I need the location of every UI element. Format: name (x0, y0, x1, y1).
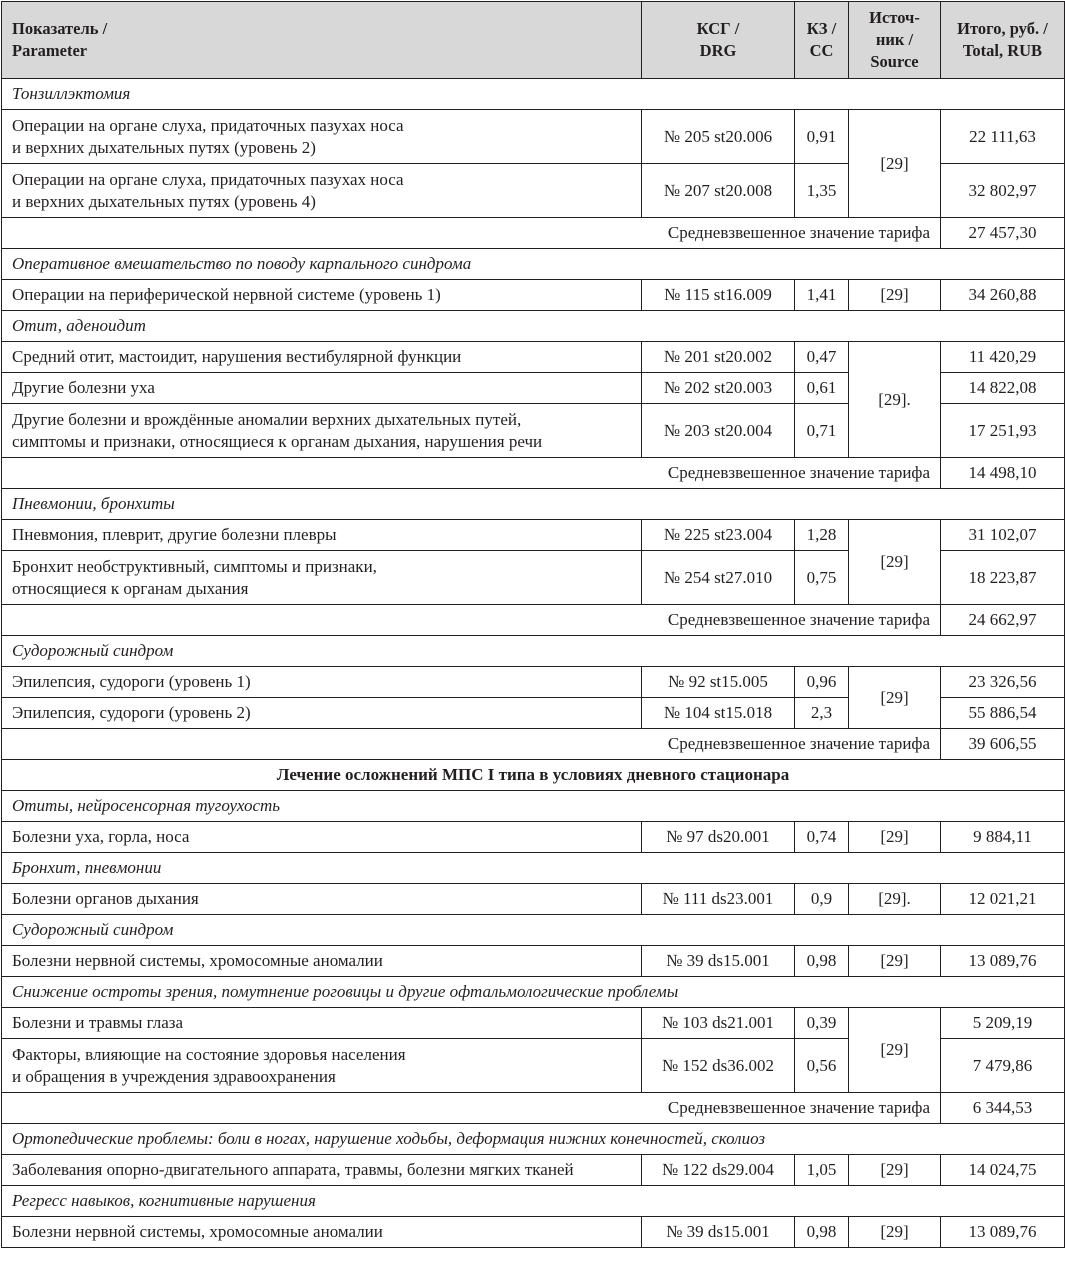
category-label: Судорожный синдром (2, 636, 1065, 667)
row-name: Болезни нервной системы, хромосомные аномалии (2, 946, 642, 977)
category-label: Бронхит, пневмонии (2, 853, 1065, 884)
row-cc: 1,05 (795, 1155, 849, 1186)
row-total: 17 251,93 (941, 404, 1065, 458)
row-source: [29] (849, 280, 941, 311)
row-total: 14 822,08 (941, 373, 1065, 404)
header-cc: КЗ / CC (795, 2, 849, 79)
row-source: [29] (849, 1008, 941, 1093)
table-row (2, 667, 1065, 698)
average-row (2, 458, 1065, 489)
row-cc: 1,41 (795, 280, 849, 311)
category-label: Регресс навыков, когнитивные нарушения (2, 1186, 1065, 1217)
table-row (2, 1155, 1065, 1186)
average-total: 27 457,30 (941, 218, 1065, 249)
row-drg: № 225 st23.004 (642, 520, 795, 551)
row-name: Другие болезни уха (2, 373, 642, 404)
header-total: Итого, руб. / Total, RUB (941, 2, 1065, 79)
table-row (2, 1008, 1065, 1039)
row-cc: 1,35 (795, 164, 849, 218)
row-drg: № 115 st16.009 (642, 280, 795, 311)
category-row (2, 489, 1065, 520)
row-total: 22 111,63 (941, 110, 1065, 164)
category-row (2, 636, 1065, 667)
row-source: [29] (849, 110, 941, 218)
row-drg: № 205 st20.006 (642, 110, 795, 164)
average-label: Средневзвешенное значение тарифа (2, 218, 941, 249)
row-total: 14 024,75 (941, 1155, 1065, 1186)
row-name: Другие болезни и врождённые аномалии верхних дыхательных путей, симптомы и признаки, относящиеся к органам дыхания, нарушения речи (2, 404, 642, 458)
row-source: [29] (849, 822, 941, 853)
row-total: 12 021,21 (941, 884, 1065, 915)
row-name: Эпилепсия, судороги (уровень 1) (2, 667, 642, 698)
table-row (2, 342, 1065, 373)
row-cc: 0,61 (795, 373, 849, 404)
row-name: Операции на периферической нервной системе (уровень 1) (2, 280, 642, 311)
row-cc: 0,47 (795, 342, 849, 373)
row-total: 23 326,56 (941, 667, 1065, 698)
row-name: Факторы, влияющие на состояние здоровья населения и обращения в учреждения здравоохранения (2, 1039, 642, 1093)
row-cc: 0,9 (795, 884, 849, 915)
table-row (2, 280, 1065, 311)
header-indicator: Показатель / Parameter (2, 2, 642, 79)
row-cc: 0,74 (795, 822, 849, 853)
row-source: [29] (849, 1217, 941, 1248)
average-total: 6 344,53 (941, 1093, 1065, 1124)
category-label: Отиты, нейросенсорная тугоухость (2, 791, 1065, 822)
category-row (2, 791, 1065, 822)
average-label: Средневзвешенное значение тарифа (2, 729, 941, 760)
table-row (2, 1217, 1065, 1248)
row-total: 5 209,19 (941, 1008, 1065, 1039)
row-drg: № 152 ds36.002 (642, 1039, 795, 1093)
section-row (2, 760, 1065, 791)
row-drg: № 39 ds15.001 (642, 1217, 795, 1248)
tariff-table (1, 1, 1065, 1248)
category-label: Отит, аденоидит (2, 311, 1065, 342)
row-drg: № 104 st15.018 (642, 698, 795, 729)
row-cc: 0,98 (795, 946, 849, 977)
row-drg: № 201 st20.002 (642, 342, 795, 373)
row-drg: № 103 ds21.001 (642, 1008, 795, 1039)
row-total: 18 223,87 (941, 551, 1065, 605)
category-label: Оперативное вмешательство по поводу карпального синдрома (2, 249, 1065, 280)
row-total: 13 089,76 (941, 1217, 1065, 1248)
category-row (2, 249, 1065, 280)
row-total: 55 886,54 (941, 698, 1065, 729)
row-total: 31 102,07 (941, 520, 1065, 551)
category-label: Снижение остроты зрения, помутнение роговицы и другие офтальмологические проблемы (2, 977, 1065, 1008)
category-row (2, 1186, 1065, 1217)
section-title: Лечение осложнений МПС I типа в условиях дневного стационара (2, 760, 1065, 791)
table-row (2, 946, 1065, 977)
row-name: Болезни и травмы глаза (2, 1008, 642, 1039)
row-source: [29] (849, 520, 941, 605)
row-name: Бронхит необструктивный, симптомы и признаки, относящиеся к органам дыхания (2, 551, 642, 605)
header-drg: КСГ / DRG (642, 2, 795, 79)
row-cc: 0,56 (795, 1039, 849, 1093)
row-total: 7 479,86 (941, 1039, 1065, 1093)
row-total: 32 802,97 (941, 164, 1065, 218)
row-name: Операции на органе слуха, придаточных пазухах носа и верхних дыхательных путях (уровень 2) (2, 110, 642, 164)
row-cc: 0,98 (795, 1217, 849, 1248)
average-row (2, 605, 1065, 636)
row-cc: 0,96 (795, 667, 849, 698)
average-row (2, 218, 1065, 249)
table-row (2, 520, 1065, 551)
row-cc: 0,39 (795, 1008, 849, 1039)
average-total: 24 662,97 (941, 605, 1065, 636)
category-label: Ортопедические проблемы: боли в ногах, нарушение ходьбы, деформация нижних конечностей, сколиоз (2, 1124, 1065, 1155)
row-drg: № 203 st20.004 (642, 404, 795, 458)
category-row (2, 977, 1065, 1008)
category-row (2, 915, 1065, 946)
row-total: 9 884,11 (941, 822, 1065, 853)
row-cc: 0,71 (795, 404, 849, 458)
row-source: [29] (849, 1155, 941, 1186)
row-cc: 0,91 (795, 110, 849, 164)
row-cc: 2,3 (795, 698, 849, 729)
average-total: 39 606,55 (941, 729, 1065, 760)
category-row (2, 311, 1065, 342)
row-drg: № 92 st15.005 (642, 667, 795, 698)
row-name: Операции на органе слуха, придаточных пазухах носа и верхних дыхательных путях (уровень 4) (2, 164, 642, 218)
row-name: Средний отит, мастоидит, нарушения вестибулярной функции (2, 342, 642, 373)
row-drg: № 111 ds23.001 (642, 884, 795, 915)
row-source: [29]. (849, 884, 941, 915)
row-total: 13 089,76 (941, 946, 1065, 977)
row-name: Болезни нервной системы, хромосомные аномалии (2, 1217, 642, 1248)
row-name: Пневмония, плеврит, другие болезни плевры (2, 520, 642, 551)
row-total: 11 420,29 (941, 342, 1065, 373)
category-label: Тонзиллэктомия (2, 79, 1065, 110)
average-row (2, 729, 1065, 760)
header-source: Источ- ник / Source (849, 2, 941, 79)
row-name: Болезни уха, горла, носа (2, 822, 642, 853)
row-drg: № 254 st27.010 (642, 551, 795, 605)
category-row (2, 79, 1065, 110)
average-row (2, 1093, 1065, 1124)
category-label: Судорожный синдром (2, 915, 1065, 946)
row-cc: 1,28 (795, 520, 849, 551)
table-row (2, 110, 1065, 164)
table-row (2, 884, 1065, 915)
row-drg: № 97 ds20.001 (642, 822, 795, 853)
table-row (2, 822, 1065, 853)
row-drg: № 39 ds15.001 (642, 946, 795, 977)
category-row (2, 1124, 1065, 1155)
row-drg: № 207 st20.008 (642, 164, 795, 218)
row-total: 34 260,88 (941, 280, 1065, 311)
average-label: Средневзвешенное значение тарифа (2, 458, 941, 489)
row-source: [29]. (849, 342, 941, 458)
category-row (2, 853, 1065, 884)
row-source: [29] (849, 667, 941, 729)
row-drg: № 202 st20.003 (642, 373, 795, 404)
average-label: Средневзвешенное значение тарифа (2, 1093, 941, 1124)
row-name: Болезни органов дыхания (2, 884, 642, 915)
row-cc: 0,75 (795, 551, 849, 605)
category-label: Пневмонии, бронхиты (2, 489, 1065, 520)
average-total: 14 498,10 (941, 458, 1065, 489)
table-header-row (2, 2, 1065, 79)
average-label: Средневзвешенное значение тарифа (2, 605, 941, 636)
row-name: Заболевания опорно-двигательного аппарата, травмы, болезни мягких тканей (2, 1155, 642, 1186)
row-drg: № 122 ds29.004 (642, 1155, 795, 1186)
row-name: Эпилепсия, судороги (уровень 2) (2, 698, 642, 729)
row-source: [29] (849, 946, 941, 977)
